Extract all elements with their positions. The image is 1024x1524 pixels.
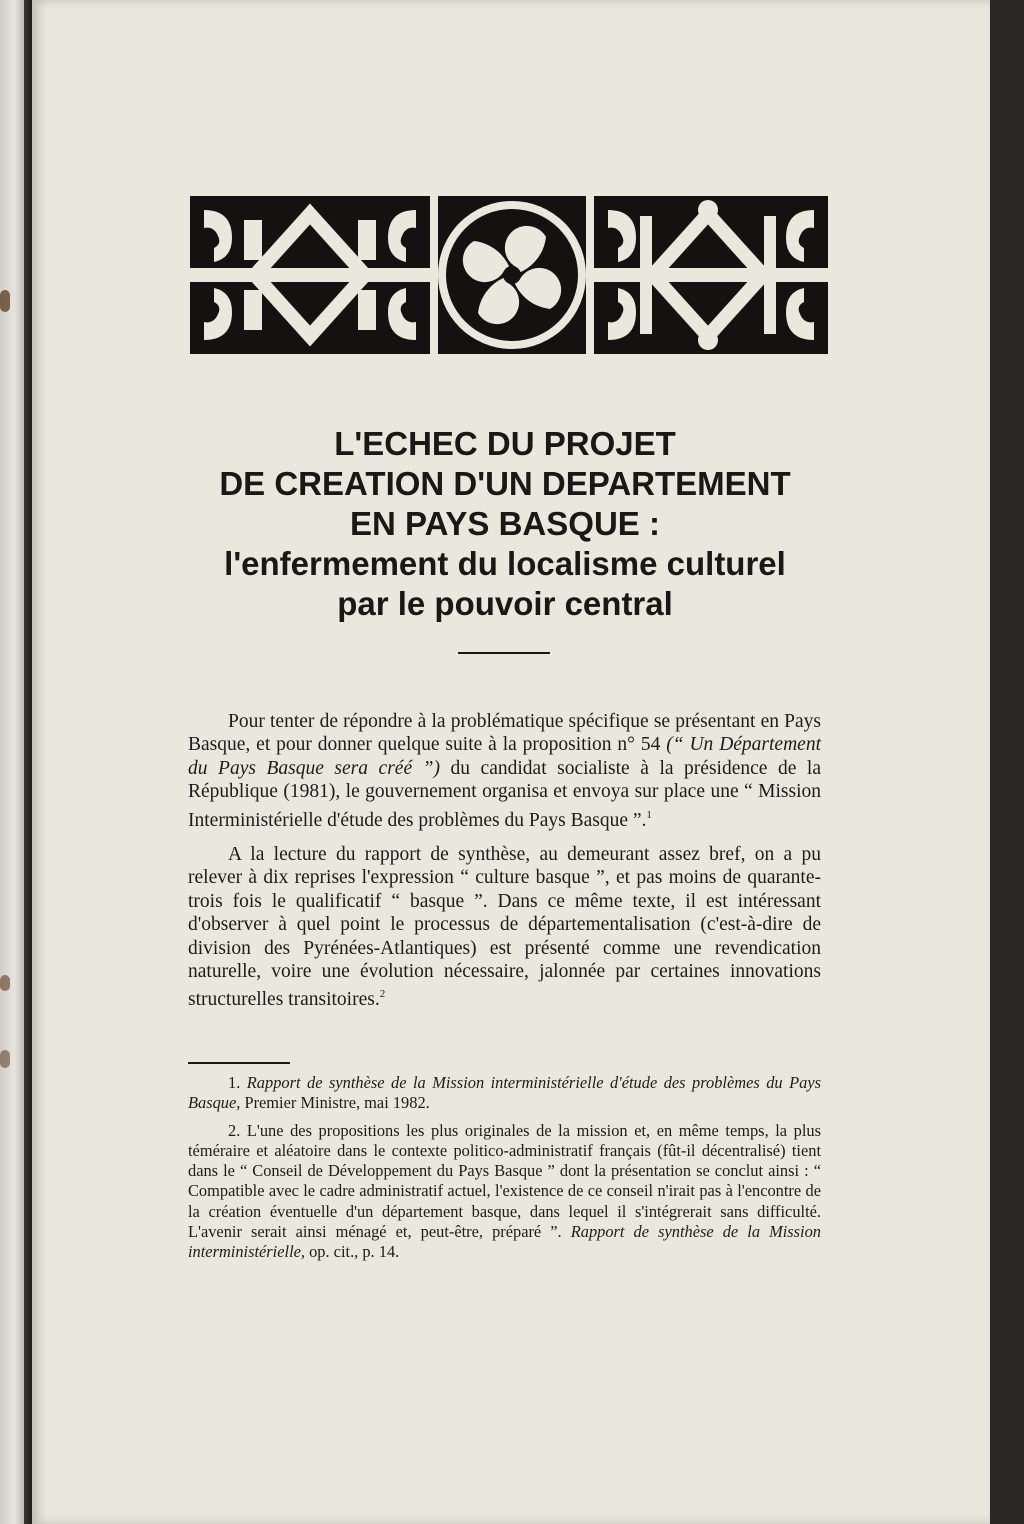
paragraph-text: Pour tenter de répondre à la problématique spécifique se présentant en Pays Basque, et pour donner quelque suite à la proposition n° 54 (188, 711, 821, 756)
page-stain (0, 1050, 10, 1068)
footnote-text: op. cit., p. 14. (305, 1242, 400, 1262)
subtitle-line: l'enfermement du localisme culturel (224, 545, 786, 582)
page-stain (0, 290, 10, 312)
footnote-source-title: Rapport de synthèse de la Mission interministérielle, (188, 1222, 821, 1262)
footnote-text: L'une des propositions les plus originales de la mission et, en même temps, la plus téméraire et aléatoire dans le contexte politico-administratif français (fût-il décentralisé) tient dans le “ Conseil de Développement du Pays Basque ” dont la présentation se conclut ainsi : “ Compatible avec le cadre administratif actuel, l'existence de ce conseil n'irait pas à l'encontre de la création éventuelle d'un département basque, dans lequel il s'intégrerait sans difficulté. L'avenir serait ainsi ménagé et, peut-être, préparé ”. (188, 1120, 821, 1242)
scan-background (990, 0, 1024, 1524)
paragraph-text: du candidat socialiste à la présidence de la République (1981), le gouvernement organisa et envoya sur place une “ Mission Interministérielle d'étude des problèmes du Pays Basque ”. (188, 757, 821, 831)
article-body (188, 710, 821, 1023)
footnote-source-title: Rapport de synthèse de la Mission interministérielle d'étude des problèmes du Pays Basque, (188, 1073, 821, 1113)
footnote-separator (188, 1062, 290, 1064)
title-line: DE CREATION D'UN DEPARTEMENT (219, 465, 791, 502)
title-separator (458, 652, 550, 654)
basque-ornament-banner (190, 196, 828, 354)
footnotes (188, 1073, 821, 1270)
footnote-item (188, 1121, 821, 1263)
title-line: EN PAYS BASQUE : (350, 505, 660, 542)
footnote-item (188, 1073, 821, 1114)
book-gutter (24, 0, 32, 1524)
body-paragraph (188, 710, 821, 832)
paragraph-text: A la lecture du rapport de synthèse, au demeurant assez bref, on a pu relever à dix reprises l'expression “ culture basque ”, et pas moins de quarante-trois fois le qualificatif “ basque ”. Dans ce même texte, il est intéressant d'observer à quel point le processus de départementalisation (c'est-à-dire de division des Pyrénées-Atlantiques) est présenté comme une revendication naturelle, voire une évolution nécessaire, jalonnée par certaines innovations structurelles transitoires. (188, 844, 821, 1011)
body-paragraph (188, 843, 821, 1012)
quoted-proposition: (“ Un Département du Pays Basque sera créé ”) (188, 734, 821, 779)
footnote-ref: 1 (646, 808, 652, 821)
footnote-number: 2. (228, 1120, 241, 1140)
title-line: L'ECHEC DU PROJET (334, 425, 676, 462)
page-stain (0, 975, 10, 991)
footnote-ref: 2 (379, 988, 386, 1001)
footnote-number: 1. (228, 1073, 241, 1092)
footnote-text: Premier Ministre, mai 1982. (240, 1093, 430, 1113)
article-title (150, 424, 860, 624)
basque-lauburu-ornament-icon (190, 196, 828, 354)
subtitle-line: par le pouvoir central (337, 585, 673, 622)
previous-page-edge (0, 0, 24, 1524)
